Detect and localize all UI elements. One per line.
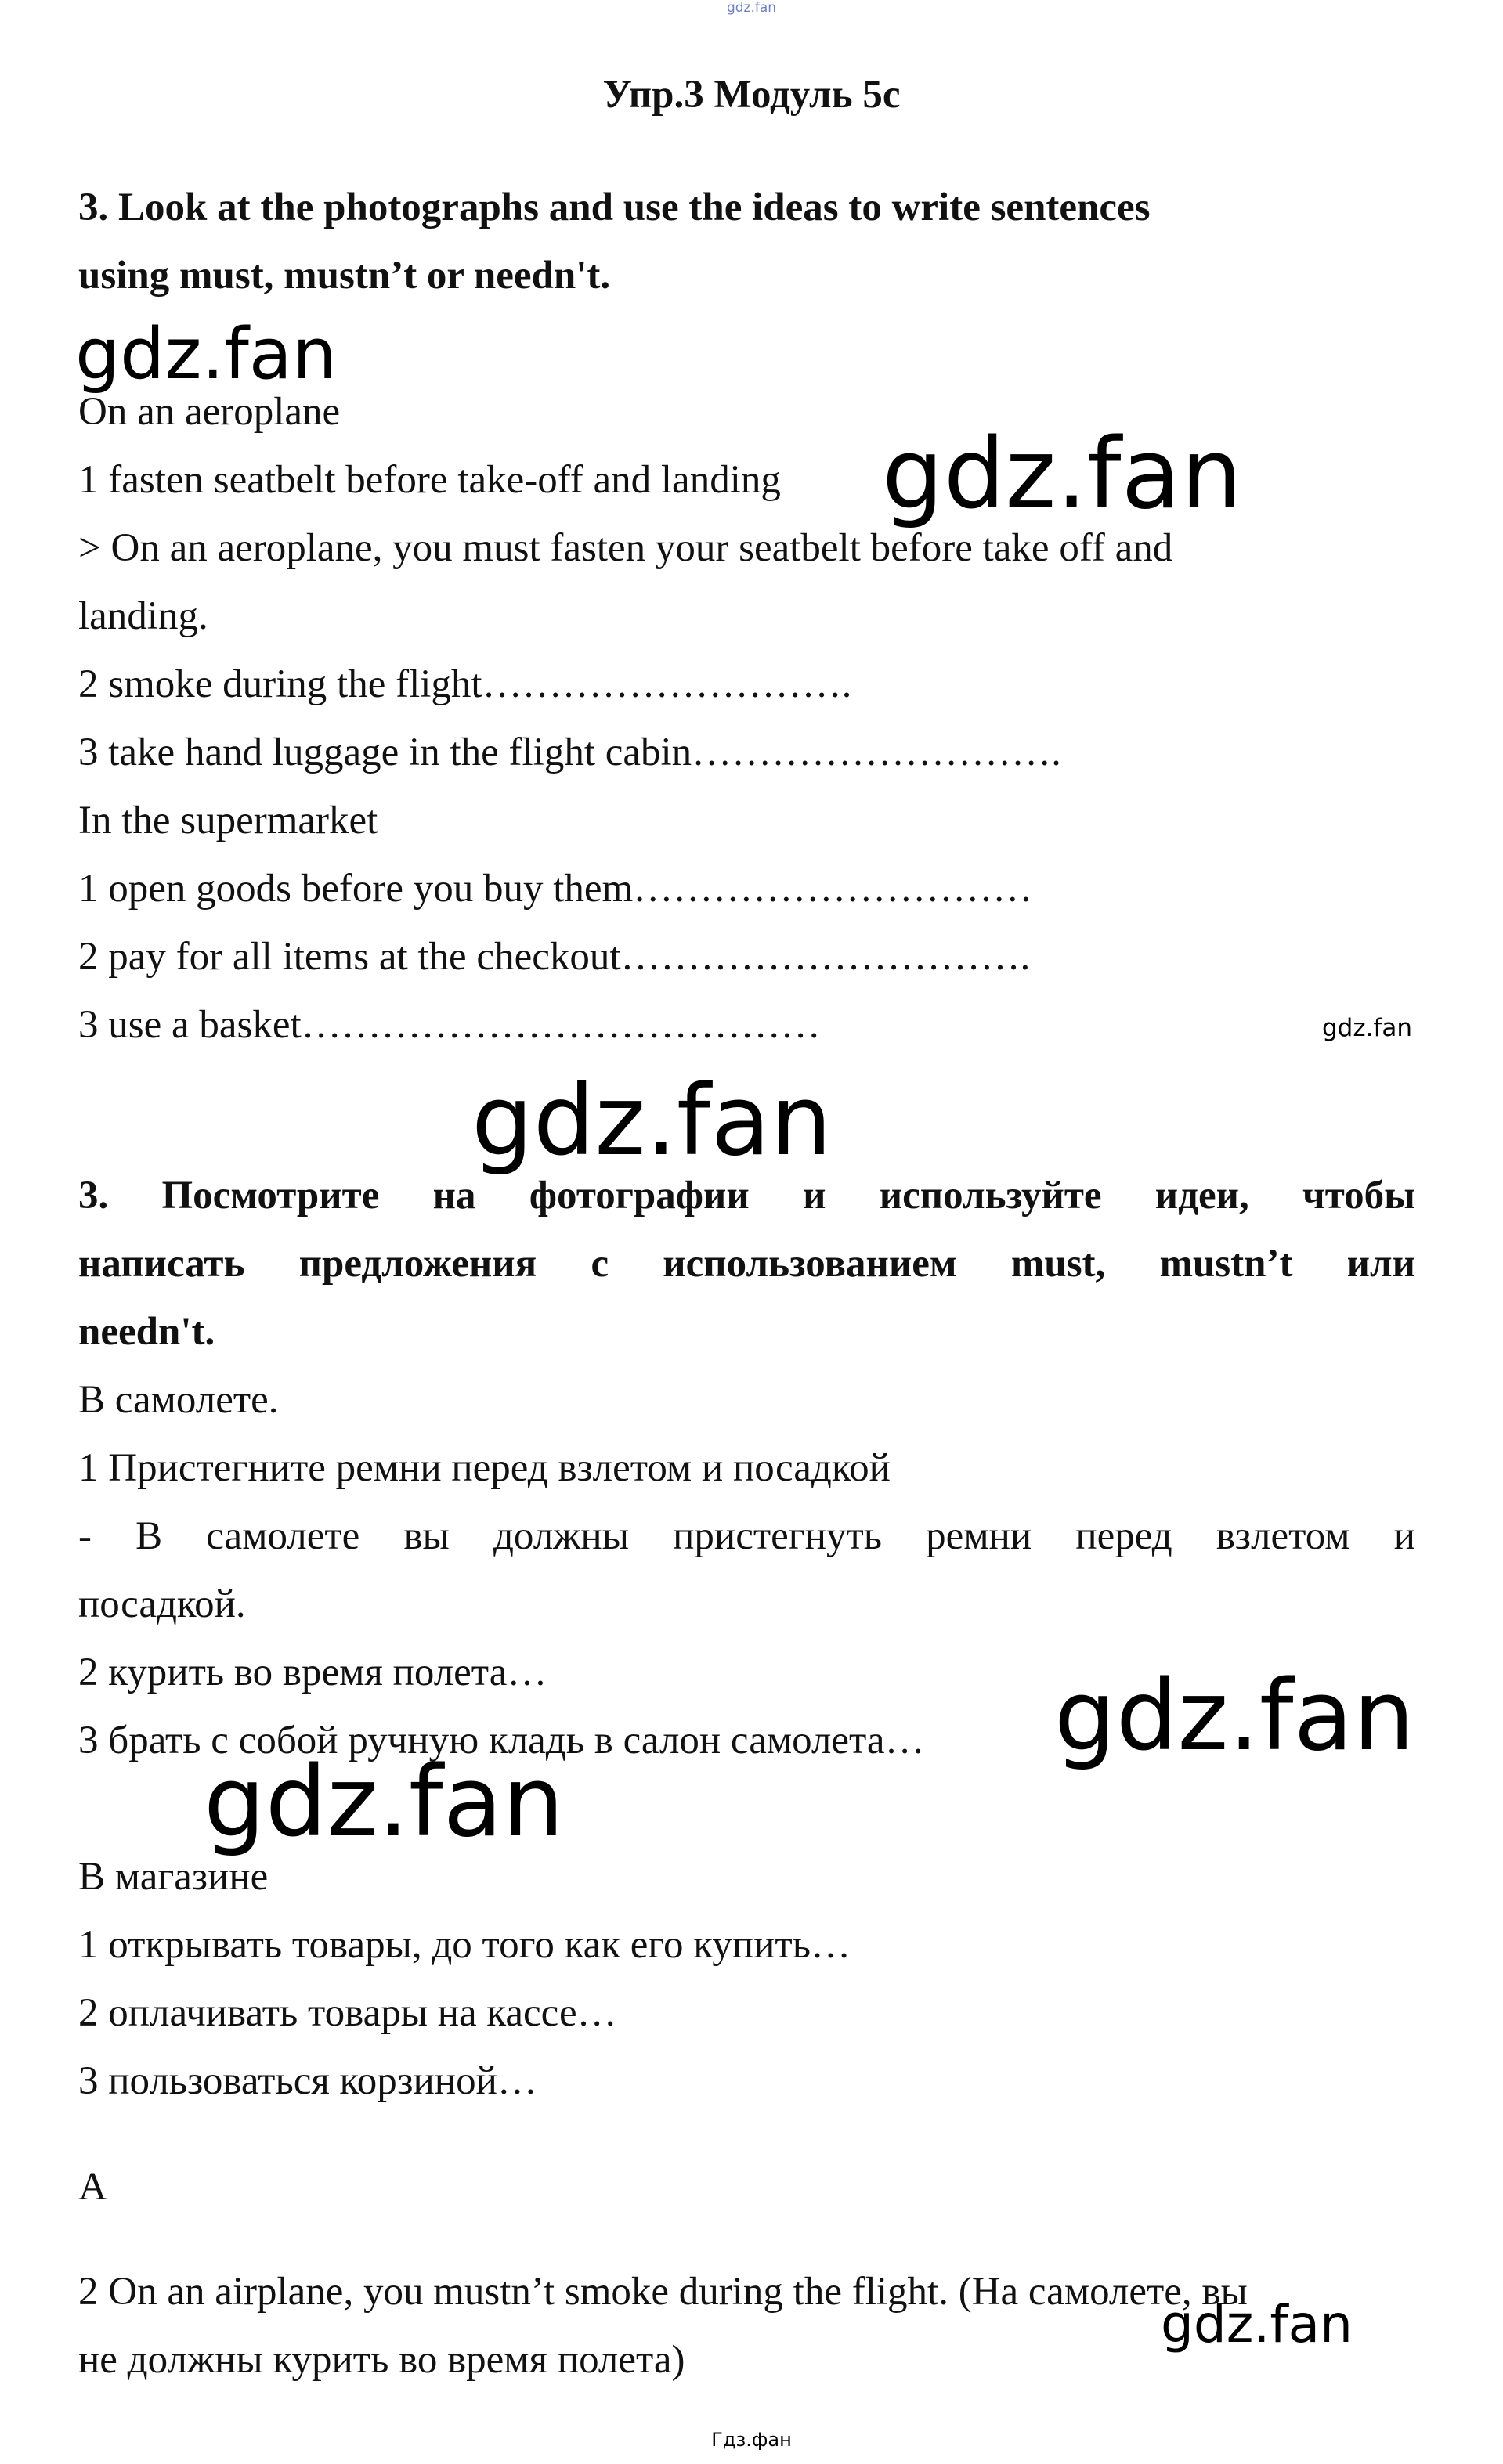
exercise-item-ru: 3 пользоваться корзиной… (78, 2059, 537, 2103)
watermark: gdz.fan (471, 1065, 833, 1178)
task-russian-line-2: написать предложения с использованием must, mustn’t или (78, 1242, 1415, 1286)
answer-line-2: не должны курить во время полета) (78, 2338, 685, 2382)
watermark: gdz.fan (1161, 2294, 1353, 2354)
page-title: Упр.3 Модуль 5с (602, 73, 901, 117)
answer-line-1: 2 On an airplane, you mustn’t smoke during the flight. (На самолете, вы (78, 2270, 1248, 2314)
watermark: gdz.fan (204, 1746, 565, 1859)
watermark-bottom: Гдз.фан (711, 2429, 792, 2451)
exercise-item: 2 smoke during the flight………………………. (78, 662, 852, 706)
section-aeroplane: On an aeroplane (78, 390, 341, 434)
exercise-item: 1 fasten seatbelt before take-off and landing (78, 458, 781, 502)
exercise-item: 2 pay for all items at the checkout…………………………. (78, 935, 1031, 979)
exercise-item-ru: 1 Пристегните ремни перед взлетом и посадкой (78, 1446, 891, 1490)
exercise-item: 3 use a basket………………………………… (78, 1003, 821, 1047)
exercise-item-ru: 1 открывать товары, до того как его купить… (78, 1923, 851, 1967)
example-answer-ru-line-1: - В самолете вы должны пристегнуть ремни перед взлетом и (78, 1514, 1415, 1558)
watermark: gdz.fan (882, 418, 1243, 531)
example-answer-ru-line-2: посадкой. (78, 1582, 246, 1626)
watermark: gdz.fan (1054, 1660, 1415, 1773)
example-answer-line-1: > On an aeroplane, you must fasten your seatbelt before take off and (78, 526, 1173, 570)
watermark-top: gdz.fan (726, 0, 777, 16)
task-russian-line-3: needn't. (78, 1310, 215, 1354)
section-shop-ru: В магазине (78, 1855, 269, 1899)
exercise-item-ru: 3 брать с собой ручную кладь в салон самолета… (78, 1719, 925, 1762)
section-plane-ru: В самолете. (78, 1378, 279, 1422)
task-english-line-1: 3. Look at the photographs and use the ideas to write sentences (78, 186, 1151, 229)
exercise-item: 3 take hand luggage in the flight cabin………………………. (78, 731, 1061, 774)
exercise-item-ru: 2 курить во время полета… (78, 1650, 547, 1694)
task-english-line-2: using must, mustn’t or needn't. (78, 254, 611, 298)
exercise-item-ru: 2 оплачивать товары на кассе… (78, 1991, 617, 2035)
watermark: gdz.fan (75, 313, 337, 395)
watermark-small: gdz.fan (1322, 1014, 1413, 1042)
example-answer-line-2: landing. (78, 594, 208, 638)
exercise-item: 1 open goods before you buy them………………………… (78, 867, 1033, 911)
task-russian-line-1: 3. Посмотрите на фотографии и используйте идеи, чтобы (78, 1174, 1415, 1218)
section-supermarket: In the supermarket (78, 799, 378, 842)
answers-heading: A (78, 2165, 107, 2209)
